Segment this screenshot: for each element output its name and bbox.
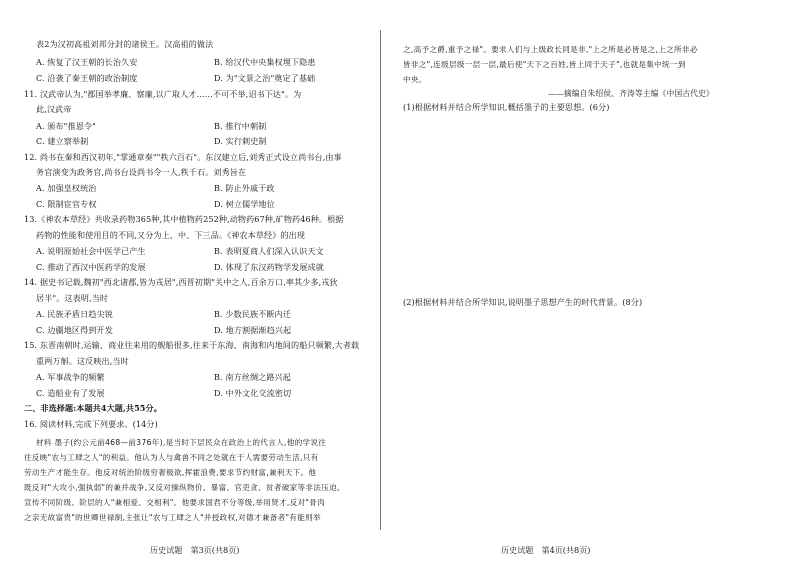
- q11-stem-line2: 此,汉武帝: [36, 104, 72, 114]
- q10-option-b: B. 给汉代中央集权埋下隐患: [214, 57, 316, 67]
- q14-option-b: B. 少数民族不断内迁: [214, 309, 291, 319]
- q16-material-line4: 既反对"大攻小,强执弱"的兼并战争,又反对操纵物价、暴富、官吏贪、贫者破家等非法压迫,: [24, 483, 340, 492]
- q11-option-d: D. 实行刺史制: [214, 136, 267, 146]
- q13-option-c: C. 推动了西汉中医药学的发展: [36, 262, 146, 272]
- right-page-footer: 历史试题 第4页(共8页): [501, 545, 591, 555]
- q12-option-d: D. 树立儒学地位: [214, 199, 275, 209]
- q12-option-a: A. 加强皇权统治: [36, 183, 97, 193]
- right-page: [397, 0, 794, 561]
- q14-option-d: D. 地方割据渐趋兴起: [214, 325, 292, 335]
- q16-material-line1: 材料 墨子(约公元前468—前376年),是当时下层民众在政治上的代言人,他的学说往: [36, 438, 327, 447]
- q10-option-c: C. 沿袭了秦王朝的政治制度: [36, 73, 138, 83]
- q12-stem-line1: 12. 尚书在秦和西汉初年,"掌通章奏""秩六百石"。东汉建立后,刘秀正式设立尚书台,由事: [24, 152, 342, 162]
- q16-material-source: ——摘编自朱绍侯、齐涛等主编《中国古代史》: [548, 89, 714, 98]
- q11-stem-line1: 11. 汉武帝认为,"郡国举孝廉、察廉,以广取人才……不可不举,诏书下达"。为: [24, 89, 302, 99]
- q15-stem-line2: 重两万斛。这反映出,当时: [36, 356, 129, 366]
- q15-stem-line1: 15. 东晋南朝时,运输、商业往来用的舰船很多,往来于东海、南海和内地间的船只频繁,大者载: [24, 340, 360, 350]
- q13-stem-line2: 药物的性能和使用目的不同,又分为上、中、下三品。《神农本草经》的出现: [36, 230, 306, 240]
- q12-option-c: C. 限制宦官专权: [36, 199, 97, 209]
- q16-material-line3: 劳动生产才能生存。他反对统治阶级穷奢极欲,挥霍浪费,要求节约财富,兼利天下。他: [24, 468, 317, 477]
- q16-material-line2: 往反映"农与工肆之人"的利益。他认为人与禽兽不同之处就在于人需要劳动生活,只有: [24, 453, 319, 462]
- q13-option-b: B. 表明夏商人们深入认识天文: [214, 246, 324, 256]
- q13-option-d: D. 体现了东汉药物学发展成就: [214, 262, 324, 272]
- q11-option-c: C. 建立察举制: [36, 136, 89, 146]
- q12-option-b: B. 防止外戚干政: [214, 183, 275, 193]
- left-page-footer: 历史试题 第3页(共8页): [150, 545, 240, 555]
- q13-option-a: A. 说明原始社会中医学已产生: [36, 246, 146, 256]
- q15-option-c: C. 造船业有了发展: [36, 388, 105, 398]
- q13-stem-line1: 13.《神农本草经》共收录药物365种,其中植物药252种,动物药67种,矿物药46种。根据: [24, 214, 344, 224]
- q11-option-b: B. 推行中朝制: [214, 121, 267, 131]
- q14-stem-line2: 居半"。这表明,当时: [36, 293, 109, 303]
- page-divider: [380, 30, 381, 530]
- q10-option-a: A. 恢复了汉王朝的长治久安: [36, 57, 138, 67]
- q10-stem: 表2为汉初高祖刘邦分封的诸侯王。汉高祖的做法: [36, 39, 214, 49]
- q16-stem: 16. 阅读材料,完成下列要求。(14分): [24, 419, 158, 429]
- q11-option-a: A. 颁布"推恩令": [36, 121, 96, 131]
- q16-part1: (1)根据材料并结合所学知识,概括墨子的主要思想。(6分): [403, 102, 610, 112]
- q16-material-line6: 之亲无故富贵"的世卿世禄制,主张让"农与工肆之人"并授政权,对德才兼备者"有能则举: [24, 513, 321, 522]
- section-two-heading: 二、非选择题:本题共4大题,共55分。: [24, 403, 162, 413]
- q16-material-line5: 宣传不同阶级、阶层的人"兼相爱、交相利"。他要求国君不分等级,举用贤才,反对"骨肉: [24, 498, 325, 507]
- q16-part2: (2)根据材料并结合所学知识,说明墨子思想产生的时代背景。(8分): [403, 297, 643, 307]
- q15-option-d: D. 中外文化交流密切: [214, 388, 292, 398]
- q14-option-c: C. 边疆地区得到开发: [36, 325, 113, 335]
- q12-stem-line2: 务官演变为政务官,尚书台设尚书令一人,秩千石。刘秀旨在: [36, 167, 247, 177]
- q10-option-d: D. 为"文景之治"奠定了基础: [214, 73, 316, 83]
- q14-option-a: A. 民族矛盾日趋尖锐: [36, 309, 113, 319]
- q16-material-line9: 中央。: [403, 75, 427, 84]
- q15-option-b: B. 南方丝绸之路兴起: [214, 372, 291, 382]
- q16-material-line7: 之,高予之爵,重予之禄"。要求人们与上级政长同是非,"上之所是必皆是之,上之所非必: [403, 45, 698, 54]
- q16-material-line8: 皆非之",连级层级一层一层,最后使"天下之百姓,皆上同于天子",也就是集中统一到: [403, 60, 686, 69]
- q14-stem-line1: 14. 据史书记载,魏初"西北诸郡,皆为戎居",西晋初期"关中之人,百余万口,率其少多,戎狄: [24, 277, 338, 287]
- q15-option-a: A. 军事战争的频繁: [36, 372, 105, 382]
